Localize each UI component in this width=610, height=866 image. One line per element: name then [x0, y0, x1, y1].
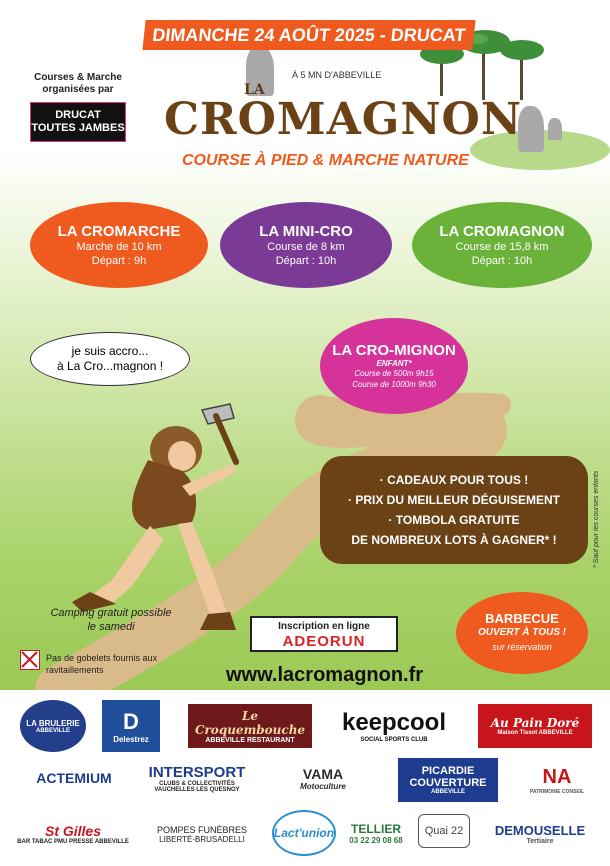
sponsor-logo — [14, 812, 132, 856]
sponsor-sub: PATRIMOINE CONSEIL — [529, 788, 585, 795]
barbecue-line: sur réservation — [492, 642, 552, 652]
sponsor-sub: BAR TABAC PMU PRESSE ABBEVILLE — [17, 839, 129, 845]
sponsor-logo — [480, 814, 600, 854]
sponsors-area — [0, 690, 610, 866]
sponsor-name: keepcool — [341, 709, 447, 736]
race-bubble-cromarche — [30, 202, 208, 288]
sponsor-name: LA BRULERIE — [26, 718, 80, 728]
race-category: ENFANT* — [376, 359, 412, 368]
cups-note: Pas de gobelets fournis aux ravitaillements — [46, 653, 158, 675]
sponsor-logo — [332, 704, 456, 748]
sponsor-name: Lact'union — [273, 826, 335, 840]
speech-line: à La Cro...magnon ! — [56, 359, 164, 373]
sponsor-logo — [16, 760, 132, 796]
date-banner-text: DIMANCHE 24 AOÛT 2025 - DRUCAT — [151, 24, 467, 45]
sponsor-sub: Delestrez — [113, 734, 149, 744]
gifts-line: · CADEAUX POUR TOUS ! — [379, 473, 529, 487]
race-title: LA CROMAGNON — [439, 222, 565, 240]
sponsor-sub: Maison Tissot ABBEVILLE — [497, 730, 573, 736]
sponsor-logo — [398, 758, 498, 802]
barbecue-title: BARBECUE — [485, 611, 559, 626]
sponsor-name: Le Croquembouche — [194, 708, 306, 737]
race-distance: Course de 15,8 km — [455, 240, 549, 253]
sponsor-name: NA — [542, 765, 572, 788]
race-schedule: Course de 1000m 9h30 — [352, 380, 436, 389]
organizer-label: Courses & Marche organisées par — [34, 72, 122, 95]
camping-note: Camping gratuit possible le samedi — [50, 607, 172, 633]
gifts-line: · PRIX DU MEILLEUR DÉGUISEMENT — [347, 493, 560, 507]
race-start: Départ : 10h — [275, 254, 337, 267]
organizer-logo — [30, 102, 126, 142]
no-cups-icon — [20, 650, 40, 670]
sponsor-sub: 03 22 29 08 68 — [349, 835, 403, 845]
organizer-logo-line: TOUTES JAMBES — [31, 122, 125, 134]
speech-line: je suis accro... — [71, 344, 149, 358]
race-start: Départ : 9h — [91, 254, 147, 267]
signup-label: Inscription en ligne — [278, 621, 370, 632]
sponsor-sub: ABBEVILLE RESTAURANT — [205, 736, 295, 744]
sponsor-logo — [272, 810, 336, 856]
sponsor-sub: Tertiaire — [526, 838, 554, 845]
speech-bubble — [30, 332, 190, 386]
gifts-line: · TOMBOLA GRATUITE — [388, 513, 520, 527]
sponsor-logo — [514, 756, 600, 804]
barbecue-line: OUVERT À TOUS ! — [478, 627, 566, 638]
race-bubble-mini-cro — [220, 202, 392, 288]
sponsor-name: DEMOUSELLE — [494, 823, 586, 838]
sponsor-logo — [102, 700, 160, 752]
signup-brand: ADEORUN — [282, 633, 366, 650]
sponsor-sub: Motoculture — [300, 781, 346, 791]
sponsor-name: D — [123, 708, 139, 734]
race-distance: Course de 8 km — [267, 240, 345, 253]
website-link[interactable]: www.lacromagnon.fr — [226, 664, 424, 686]
sponsor-name: TELLIER — [351, 821, 401, 836]
race-start: Départ : 10h — [471, 254, 533, 267]
sponsor-logo — [478, 704, 592, 748]
sponsor-sub: LIBERTÉ-BRUSADELLI — [159, 834, 245, 844]
race-title: LA MINI-CRO — [259, 222, 353, 240]
sponsor-name: Quai 22 — [424, 825, 464, 837]
sponsor-sub: ABBEVILLE — [35, 727, 70, 734]
sponsor-logo — [188, 704, 312, 748]
tree — [500, 40, 544, 60]
race-title: LA CRO-MIGNON — [332, 342, 456, 359]
race-distance: Marche de 10 km — [76, 240, 162, 253]
distance-note: À 5 MN D'ABBEVILLE — [292, 70, 382, 80]
barbecue-bubble — [456, 592, 588, 674]
organizer-logo-line: DRUCAT — [55, 109, 101, 121]
sponsor-logo — [344, 810, 408, 856]
title-prefix: LA — [244, 82, 265, 98]
sponsor-logo — [20, 700, 86, 752]
sponsor-name: ACTEMIUM — [36, 770, 112, 786]
sponsor-name: PICARDIE COUVERTURE — [409, 765, 487, 789]
page-title: CROMAGNON — [164, 94, 523, 145]
date-banner — [142, 20, 475, 50]
race-schedule: Course de 500m 9h15 — [354, 369, 434, 378]
sponsor-logo — [142, 812, 262, 856]
sponsor-sub: SOCIAL SPORTS CLUB — [360, 737, 428, 743]
page-subtitle: COURSE À PIED & MARCHE NATURE — [182, 152, 469, 169]
caveman-illustration — [52, 390, 252, 640]
sponsor-logo — [418, 814, 470, 848]
gifts-box — [320, 456, 588, 564]
sponsor-name: VAMA — [302, 765, 344, 782]
race-bubble-cro-mignon — [320, 318, 468, 414]
sponsor-name: St Gilles — [44, 823, 102, 839]
sponsor-name: INTERSPORT — [148, 763, 246, 781]
sponsor-name: Au Pain Doré — [490, 716, 580, 730]
race-title: LA CROMARCHE — [57, 222, 181, 240]
sponsor-logo — [140, 758, 254, 798]
sponsor-name: POMPES FUNÈBRES — [156, 824, 248, 835]
sponsor-sub: CLUBS & COLLECTIVITÉS VAUCHELLES LES QUESNOY — [154, 780, 240, 793]
signup-box[interactable] — [250, 616, 398, 652]
gifts-footnote: * Sauf pour les courses enfants — [593, 470, 600, 568]
sponsor-sub: ABBEVILLE — [430, 789, 465, 795]
race-bubble-cromagnon — [412, 202, 592, 288]
gifts-line: DE NOMBREUX LOTS À GAGNER* ! — [351, 533, 557, 547]
sponsor-logo — [262, 758, 384, 798]
